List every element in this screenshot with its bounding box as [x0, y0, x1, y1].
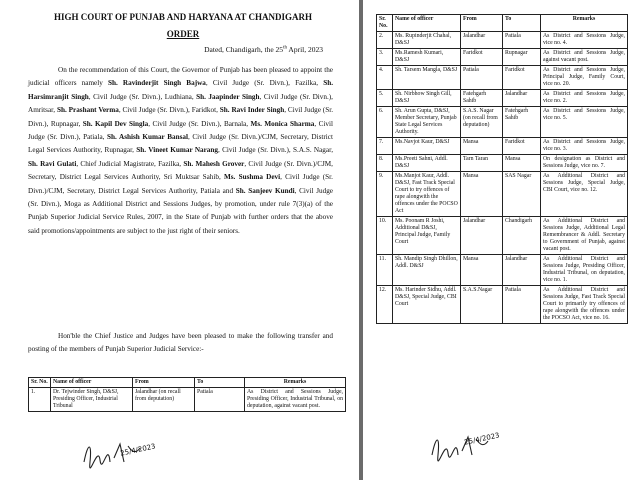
table-cell: Jalandhar	[461, 32, 503, 49]
column-header: From	[133, 378, 195, 388]
table-row	[377, 90, 628, 107]
table-row	[377, 32, 628, 49]
paragraph-text: , Civil Judge (Sr. Divn.), Patiala,	[28, 119, 333, 142]
officer-name: Sh. Ravi Inder Singh	[219, 106, 285, 115]
officer-name: Sh. Harsimranjit Singh	[28, 79, 333, 101]
table-cell: Ms.Preeti Sahni, Addl. D&SJ	[393, 155, 461, 172]
column-header: From	[461, 15, 503, 32]
column-header: To	[503, 15, 541, 32]
table-cell: Ms.Manjot Kaur, Addl. D&SJ, Fast Track Special Court to try offences of rape alongwith the offences under the POCSO Act	[393, 172, 461, 217]
table-cell: 9.	[377, 172, 393, 217]
signature	[80, 432, 170, 472]
table-cell: Mansa	[461, 255, 503, 286]
officer-name: Ms. Monica Sharma	[250, 119, 315, 128]
table-cell: Jalandhar	[461, 217, 503, 255]
table-cell: As District and Sessions Judge, against vacant post.	[541, 49, 628, 66]
column-header: Sr. No.	[377, 15, 393, 32]
signature-date: 25/4/2023	[119, 442, 157, 458]
transfer-paragraph: Hon'ble the Chief Justice and Judges have been pleased to make the following transfer and posting of the members of Punjab Superior Judicial Service:-	[28, 332, 333, 354]
table-cell: S.A.S. Nagar (on recall from deputation)	[461, 107, 503, 138]
paragraph-text: , Civil Judge (Sr. Divn.), Barnala,	[148, 119, 251, 128]
table-row	[377, 49, 628, 66]
table-cell: 4.	[377, 66, 393, 90]
officer-name: Sh. Prashant Verma	[56, 106, 119, 115]
paragraph-text: , Civil Judge (Sr. Divn.), S.A.S. Nagar,	[217, 146, 333, 155]
table-cell: Faridkot	[461, 49, 503, 66]
table-cell: As Additional District and Sessions Judge, Additional Legal Remembrancer & Addl. Secretary to Government of Punjab, against vacant post.	[541, 217, 628, 255]
table-cell: As Additional District and Sessions Judge, Presiding Officer, Industrial Tribunal, on deputation, vice no. 1.	[541, 255, 628, 286]
column-header: Remarks	[541, 15, 628, 32]
table-cell: Mansa	[461, 138, 503, 155]
table-cell: Sh. Arun Gupta, D&SJ, Member Secretary, Punjab State Legal Services Authority.	[393, 107, 461, 138]
table-cell: 8.	[377, 155, 393, 172]
table-row	[29, 388, 346, 412]
paragraph-text: , Civil Judge (Sr. Divn.), Ludhiana,	[88, 92, 197, 101]
officer-name: Sh. Jaapinder Singh	[196, 92, 260, 101]
paragraph-text: , Civil Judge (Sr. Divn.)/CJM, Secretary, District Legal Services Authority, Rupnagar,	[28, 133, 333, 155]
table-cell: As District and Sessions Judge, Presiding Officer, Industrial Tribunal, on deputation, against vacant post.	[245, 388, 346, 412]
table-cell: 1.	[29, 388, 51, 412]
table-cell: 12.	[377, 286, 393, 324]
table-cell: Ms. Poonam R Joshi, Additional D&SJ, Principal Judge, Family Court	[393, 217, 461, 255]
officer-name: Sh. Ravinderjit Singh Bajwa	[107, 79, 206, 88]
table-cell: Patiala	[503, 32, 541, 49]
table-cell: Jalandhar	[503, 255, 541, 286]
table-cell: Faridkot	[503, 138, 541, 155]
table-cell: Patiala	[195, 388, 245, 412]
table-cell: As District and Sessions Judge, vice no. 3.	[541, 138, 628, 155]
table-cell: Rupnagar	[503, 49, 541, 66]
transfer-table-left	[28, 377, 346, 412]
table-cell: As Additional District and Sessions Judge, Special Judge, CBI Court, vice no. 12.	[541, 172, 628, 217]
right-page	[363, 0, 640, 480]
order-date: Dated, Chandigarh, the 25th April, 2023	[204, 45, 323, 54]
paragraph-text: , Civil Judge (Sr. Divn.)/CJM, Secretary, District Legal Services Authority, Patiala and	[28, 173, 333, 195]
table-cell: 10.	[377, 217, 393, 255]
column-header: Name of officer	[393, 15, 461, 32]
table-cell: As District and Sessions Judge, Principal Judge, Family Court, vice no. 20.	[541, 66, 628, 90]
paragraph-text: , Chief Judicial Magistrate, Fazilka,	[76, 159, 184, 168]
paragraph-text: , Civil Judge (Sr. Divn.)/CJM, Secretary, District Legal Services Authority, Sri Muktsar Sahib,	[28, 159, 333, 182]
officer-name: Sh. Ravi Gulati	[28, 159, 77, 168]
table-cell: 5.	[377, 90, 393, 107]
table-cell: As Additional District and Sessions Judge, Fast Track Special Court to primarily try offences of rape alongwith the offences under the POCSO Act, vice no. 16.	[541, 286, 628, 324]
table-row	[377, 155, 628, 172]
table-cell: Sh. Nirbhow Singh Gill, D&SJ	[393, 90, 461, 107]
promotion-paragraph	[28, 64, 333, 238]
table-cell: SAS Nagar	[503, 172, 541, 217]
court-title: HIGH COURT OF PUNJAB AND HARYANA AT CHANDIGARH	[54, 12, 312, 22]
table-row	[377, 172, 628, 217]
table-cell: Jalandhar (on recall from deputation)	[133, 388, 195, 412]
officer-name: Sh. Vineet Kumar Narang	[136, 146, 218, 155]
table-row	[377, 138, 628, 155]
column-header: Remarks	[245, 378, 346, 388]
paragraph-text: , Civil Judge (Sr. Divn.), Fazilka,	[205, 79, 324, 88]
table-cell: Patiala	[461, 66, 503, 90]
table-cell: As District and Sessions Judge, vice no. 4.	[541, 32, 628, 49]
table-row	[377, 107, 628, 138]
table-cell: Chandigarh	[503, 217, 541, 255]
table-cell: Ms.Ramesh Kumari, D&SJ	[393, 49, 461, 66]
table-cell: 7.	[377, 138, 393, 155]
column-header: Sr. No.	[29, 378, 51, 388]
table-cell: Ms.Navjot Kaur, D&SJ	[393, 138, 461, 155]
table-cell: Faridkot	[503, 66, 541, 90]
paragraph-text: , Civil Judge (Sr. Divn.), Moga as Additional District and Sessions Judges, by promotion, under rule 7(3)(a) of the Punjab Superior Judicial Service Rules, 2007, in the State of Punjab with further orders that the above said promotions/appointments are subject to the just right of their seniors.	[28, 186, 333, 235]
officer-name: Ms. Sushma Devi	[223, 173, 281, 182]
signature-date: 25/4/2023	[463, 431, 501, 447]
column-header: To	[195, 378, 245, 388]
table-cell: As District and Sessions Judge, vice no. 5.	[541, 107, 628, 138]
transfer-table-right	[376, 14, 628, 324]
table-cell: Sh. Tarsem Mangla, D&SJ	[393, 66, 461, 90]
table-cell: On designation as District and Sessions Judge, vice no. 7.	[541, 155, 628, 172]
table-cell: As District and Sessions Judge, vice no. 2.	[541, 90, 628, 107]
table-cell: Fatehgarh Sahib	[503, 107, 541, 138]
table-row	[377, 286, 628, 324]
table-row	[377, 217, 628, 255]
signature	[428, 425, 518, 465]
table-cell: Sh. Mandip Singh Dhillon, Addl. D&SJ	[393, 255, 461, 286]
paragraph-text: , Civil Judge (Sr. Divn.), Rupnagar,	[28, 106, 333, 128]
officer-name: Sh. Kapil Dev Singla	[82, 119, 149, 128]
table-cell: 6.	[377, 107, 393, 138]
table-cell: 3.	[377, 49, 393, 66]
table-cell: 2.	[377, 32, 393, 49]
column-header: Name of officer	[51, 378, 133, 388]
table-cell: Ms. Rupinderjit Chahal, D&SJ	[393, 32, 461, 49]
officer-name: Sh. Ashish Kumar Bansal	[107, 133, 188, 142]
table-cell: Ms. Harinder Sidhu, Addl. D&SJ, Special Judge, CBI Court	[393, 286, 461, 324]
table-cell: Mansa	[461, 172, 503, 217]
table-row	[377, 255, 628, 286]
officer-name: Sh. Mahesh Grover	[183, 159, 245, 168]
table-cell: 11.	[377, 255, 393, 286]
table-cell: S.A.S.Nagar	[461, 286, 503, 324]
table-row	[377, 66, 628, 90]
table-cell: Patiala	[503, 286, 541, 324]
table-cell: Tarn Taran	[461, 155, 503, 172]
table-cell: Mansa	[503, 155, 541, 172]
paragraph-text: On the recommendation of this Court, the Governor of Punjab has been pleased to appoint the judicial officers namely	[28, 66, 333, 88]
officer-name: Sh. Sanjeev Kundi	[235, 186, 295, 195]
table-cell: Dr. Tejwinder Singh, D&SJ, Presiding Officer, Industrial Tribunal	[51, 388, 133, 412]
table-cell: Jalandhar	[503, 90, 541, 107]
paragraph-text: , Civil Judge (Sr. Divn.), Amritsar,	[28, 92, 333, 115]
table-cell: Fatehgarh Sahib	[461, 90, 503, 107]
paragraph-text: , Civil Judge (Sr. Divn.), Faridkot,	[118, 106, 220, 115]
order-heading: ORDER	[166, 29, 200, 39]
